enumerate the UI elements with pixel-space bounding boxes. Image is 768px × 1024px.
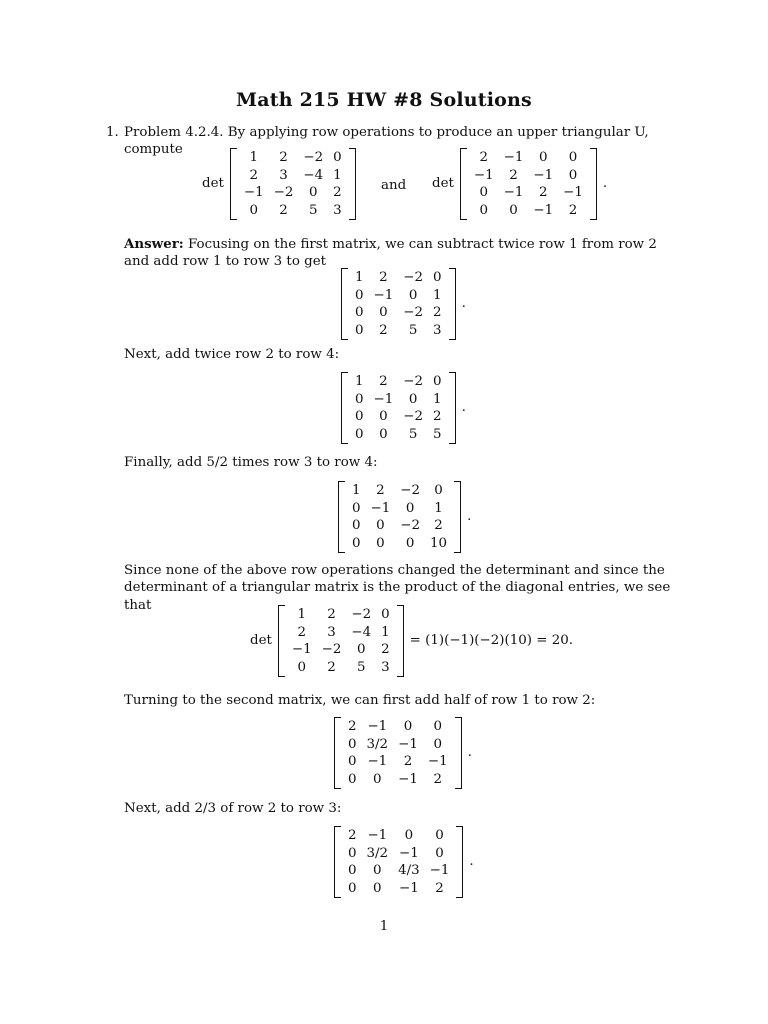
matrix-a [230,148,356,220]
matrix-entry: −1 [291,642,312,657]
problem-statement: Problem 4.2.4. By applying row operations to produce an upper triangular U, compute [124,125,649,158]
matrix-entry: 0 [433,719,442,734]
matrix-entry: −2 [321,642,342,657]
matrix-entry: 2 [327,607,336,622]
matrix-entry: 2 [348,719,357,734]
next-two-thirds-text: Next, add 2/3 of row 2 to row 3: [124,801,342,816]
matrix-entry: −1 [563,185,583,200]
matrix-row [239,202,347,220]
matrix-entry: 0 [373,771,382,787]
step3-period: . [467,509,472,525]
step5-period: . [469,854,474,870]
matrix-entry: −2 [403,374,424,389]
matrix-row [343,753,453,771]
matrix-entry: 0 [479,202,489,218]
matrix-row [347,517,452,535]
matrix-entry: −1 [367,754,388,769]
matrix-entry: 2 [279,150,288,165]
left-bracket [334,717,341,789]
matrix-entry: 2 [327,659,336,675]
matrix-row [287,606,395,624]
matrix-row [239,184,347,202]
matrix-entry: 0 [435,828,444,843]
det-result: = (1)(−1)(−2)(10) = 20. [409,633,574,649]
matrix-entry: 0 [348,754,357,769]
right-bracket [397,605,404,677]
matrix-table [239,149,347,219]
matrix-row [343,880,454,898]
left-bracket [230,148,237,220]
matrix-step3 [338,481,461,553]
matrix-entry: 0 [435,845,444,861]
matrix-table [343,827,454,897]
matrix-row [343,845,454,863]
matrix-table [350,373,447,443]
matrix-entry: 0 [433,736,442,752]
matrix-entry: −1 [367,828,388,843]
matrix-entry: 2 [403,754,413,769]
matrix-entry: −1 [398,771,418,787]
matrix-entry: 0 [405,500,415,516]
matrix-entry: 2 [433,305,442,320]
matrix-entry: −1 [373,391,394,407]
matrix-entry: 0 [355,287,364,303]
matrix-entry: 0 [348,863,357,878]
matrix-entry: 2 [333,185,342,200]
end-period: . [602,176,608,192]
left-bracket [341,372,348,444]
right-bracket [449,372,456,444]
matrix-entry: 5 [357,659,366,675]
matrix-entry: 2 [348,828,357,843]
matrix-entry: 4/3 [398,863,420,878]
matrix-entry: 2 [379,374,388,389]
matrix-entry: −1 [399,880,419,896]
matrix-entry: 1 [434,500,443,516]
matrix-row [469,167,588,185]
step4-period: . [467,745,472,761]
det-matrix-b [432,148,607,220]
matrix-entry: 0 [352,535,361,551]
matrix-entry: 1 [433,287,442,303]
matrix-row [469,202,588,220]
step3-display [338,481,471,553]
right-bracket [456,826,463,898]
step4-display [334,717,472,789]
matrix-step5 [334,826,463,898]
matrix-step1 [341,268,456,340]
matrix-entry: 3 [433,322,442,338]
matrix-entry: −1 [398,736,418,752]
matrix-entry: 5 [408,426,418,442]
matrix-entry: 0 [352,500,361,516]
matrix-row [350,304,447,322]
matrix-entry: 0 [568,150,578,165]
matrix-row [350,408,447,426]
matrix-entry: 0 [433,374,442,389]
matrix-a-repeat [278,605,404,677]
answer-label: Answer: [124,236,184,252]
matrix-row [239,167,347,185]
matrix-entry: 2 [379,270,388,285]
matrix-step4 [334,717,462,789]
left-bracket [341,268,348,340]
matrix-row [343,771,453,789]
matrix-entry: 0 [355,305,364,320]
matrix-entry: 0 [404,828,414,843]
matrix-entry: 1 [433,391,442,407]
left-bracket [278,605,285,677]
matrix-entry: 2 [433,771,442,787]
step5-display [334,826,474,898]
matrix-entry: 0 [373,880,382,896]
next-twice-text: Next, add twice row 2 to row 4: [124,347,340,362]
step2-period: . [461,400,466,416]
matrix-entry: −4 [303,167,324,183]
matrix-entry: 0 [355,391,364,407]
matrix-row [343,827,454,845]
matrix-entry: 0 [352,518,361,533]
matrix-entry: 3/2 [366,736,389,752]
matrix-entry: −1 [533,167,554,183]
finally-text: Finally, add 5/2 times row 3 to row 4: [124,455,378,470]
matrix-entry: 0 [379,305,388,320]
matrix-entry: 0 [408,391,418,407]
matrix-entry: −1 [399,845,419,861]
matrix-entry: 0 [479,185,489,200]
matrix-entry: 1 [355,374,364,389]
matrix-entry: 1 [352,483,361,498]
matrix-row [350,322,447,340]
matrix-table [469,149,588,219]
matrix-row [287,659,395,677]
matrix-entry: 0 [373,863,382,878]
matrix-entry: 3/2 [366,845,389,861]
matrix-entry: 0 [433,270,442,285]
right-bracket [454,481,461,553]
det-label: det [202,176,224,192]
right-bracket [349,148,356,220]
matrix-entry: 1 [355,270,364,285]
matrix-entry: 0 [376,518,385,533]
matrix-entry: 3 [327,624,336,640]
matrix-row [350,426,447,444]
matrix-entry: 0 [509,202,518,218]
matrix-entry: 0 [333,150,342,165]
matrix-entry: 0 [379,426,388,442]
matrix-entry: 5 [433,426,442,442]
matrix-entry: 0 [403,719,413,734]
matrix-table [343,718,453,788]
matrix-entry: 0 [348,736,357,752]
problem-number: 1. [106,125,119,140]
matrix-entry: 2 [434,518,443,533]
matrix-entry: 0 [355,409,364,424]
matrix-row [239,149,347,167]
matrix-entry: 5 [309,202,318,218]
matrix-row [347,482,452,500]
det-matrix-a [202,148,356,220]
matrix-entry: 0 [297,659,307,675]
matrix-entry: −4 [351,624,372,640]
matrix-row [350,287,447,305]
matrix-table [287,606,395,676]
matrix-entry: 5 [408,322,418,338]
matrix-entry: −1 [427,754,448,769]
matrix-entry: 2 [297,624,307,640]
matrix-entry: 0 [568,167,578,183]
matrix-entry: −1 [503,185,524,200]
left-bracket [338,481,345,553]
det-label: det [250,633,272,649]
matrix-entry: −1 [370,500,391,516]
matrix-row [469,184,588,202]
matrix-entry: 0 [249,202,259,218]
matrix-entry: 0 [348,880,357,896]
right-bracket [455,717,462,789]
matrix-entry: 1 [333,167,342,183]
matrix-entry: 0 [348,845,357,861]
step2-display [341,372,466,444]
conjunction-and: and [381,178,407,193]
matrix-b [460,148,597,220]
matrix-entry: −2 [403,270,424,285]
matrix-entry: 0 [355,426,364,442]
matrix-entry: 3 [333,202,342,218]
matrix-entry: 0 [379,409,388,424]
matrix-entry: 10 [430,535,448,551]
matrix-entry: 2 [509,167,518,183]
matrix-entry: 0 [381,607,390,622]
matrix-entry: −2 [403,305,424,320]
step1-display [341,268,466,340]
matrix-step2 [341,372,456,444]
page-number: 1 [379,919,389,934]
matrix-row [287,624,395,642]
matrix-entry: −2 [303,150,324,165]
matrix-entry: 1 [381,624,390,640]
since-paragraph: Since none of the above row operations changed the determinant and since the determinant of a triangular matrix is the product of the diagonal entries, we see that [124,563,671,613]
matrix-row [350,373,447,391]
step1-period: . [461,296,466,312]
matrix-row [343,718,453,736]
matrix-entry: −1 [503,150,524,165]
page-title: Math 215 HW #8 Solutions [236,89,532,111]
matrix-entry: −1 [243,185,264,200]
matrix-entry: 0 [376,535,385,551]
matrix-table [350,269,447,339]
matrix-row [347,500,452,518]
matrix-entry: −2 [403,409,424,424]
turning-text: Turning to the second matrix, we can first add half of row 1 to row 2: [124,693,596,708]
matrix-entry: 0 [539,150,548,165]
matrix-row [350,269,447,287]
matrix-entry: −2 [400,518,421,533]
matrix-entry: −1 [533,202,554,218]
matrix-entry: −1 [429,863,450,878]
matrix-entry: 2 [539,185,548,200]
matrix-entry: 1 [249,150,259,165]
matrix-entry: 0 [357,642,366,657]
matrix-entry: 2 [279,202,288,218]
matrix-row [343,862,454,880]
right-bracket [449,268,456,340]
matrix-entry: −1 [473,167,494,183]
matrix-row [287,641,395,659]
matrix-entry: 2 [433,409,442,424]
matrix-row [350,391,447,409]
matrix-entry: 0 [434,483,443,498]
matrix-entry: 0 [408,287,418,303]
answer-intro: Focusing on the first matrix, we can subtract twice row 1 from row 2 and add row 1 to row 3 to get [124,237,657,270]
right-bracket [590,148,597,220]
matrix-entry: 0 [348,771,357,787]
matrix-entry: 2 [568,202,578,218]
left-bracket [334,826,341,898]
matrix-entry: 2 [381,642,390,657]
matrix-entry: −2 [400,483,421,498]
matrix-entry: 0 [309,185,318,200]
det-label: det [432,176,454,192]
matrix-entry: 1 [297,607,307,622]
matrix-entry: 2 [376,483,385,498]
matrix-entry: 0 [405,535,415,551]
matrix-entry: 3 [381,659,390,675]
matrix-entry: 3 [279,167,288,183]
matrix-table [347,482,452,552]
matrix-entry: 2 [435,880,444,896]
matrix-entry: 2 [479,150,489,165]
det-result-display [250,605,573,677]
left-bracket [460,148,467,220]
matrix-entry: −1 [373,287,394,303]
matrix-row [347,535,452,553]
matrix-entry: 0 [355,322,364,338]
matrix-entry: −2 [351,607,372,622]
matrix-entry: −1 [367,719,388,734]
matrix-row [469,149,588,167]
answer-paragraph [124,236,684,271]
matrix-entry: 2 [379,322,388,338]
matrix-row [343,736,453,754]
matrix-entry: −2 [273,185,294,200]
matrix-entry: 2 [249,167,259,183]
